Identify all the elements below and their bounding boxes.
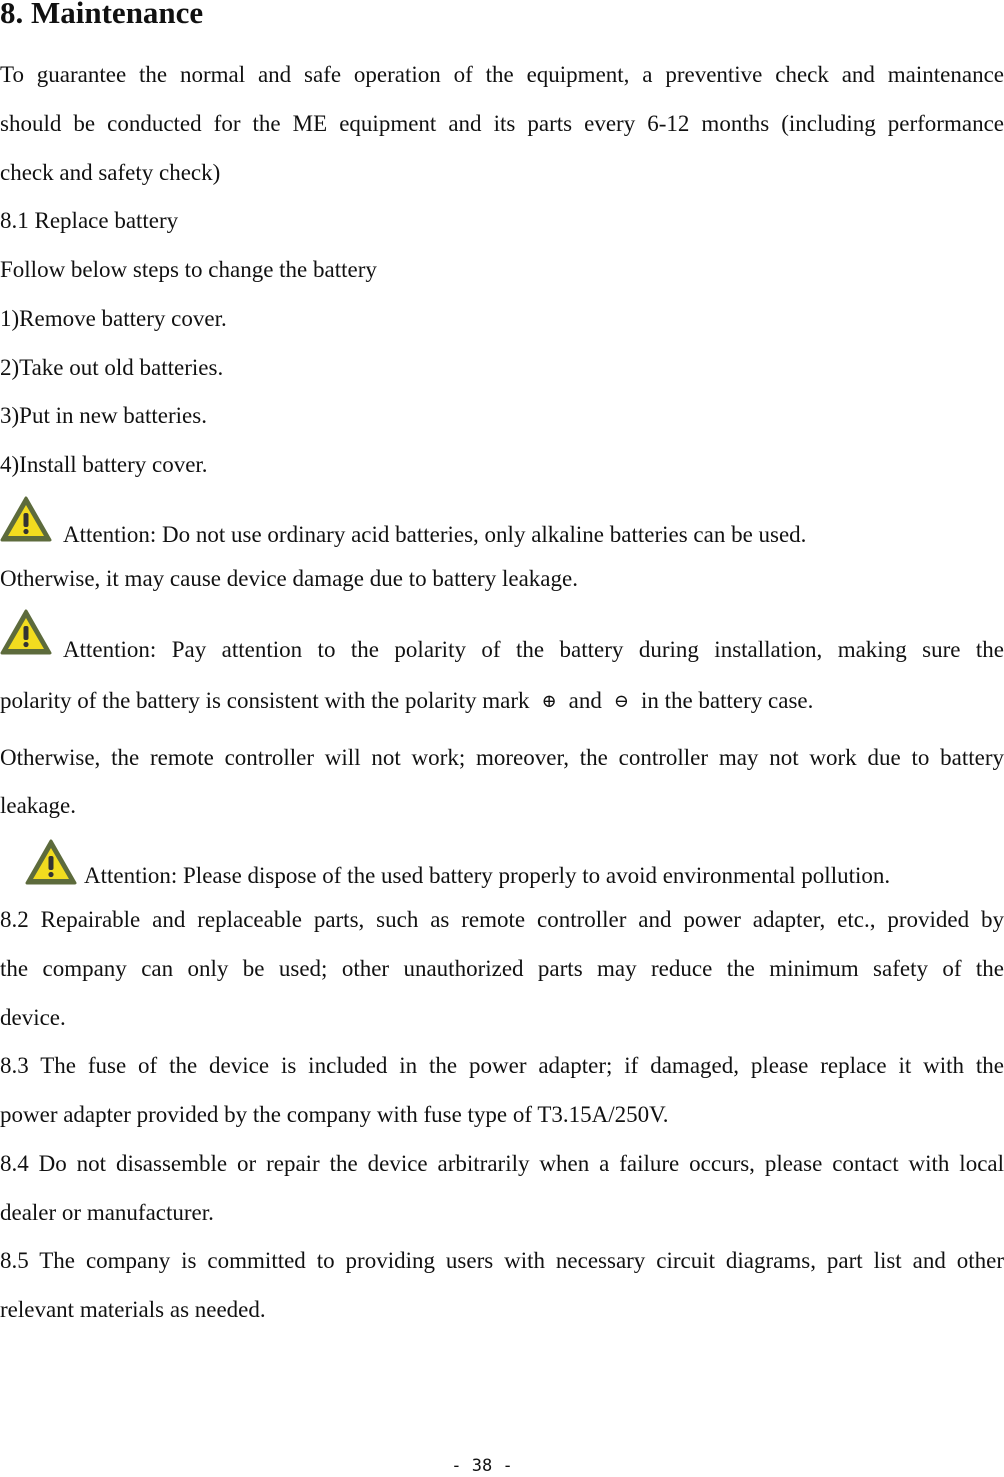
paragraph-line: power adapter provided by the company with fuse type of T3.15A/250V. [0, 1102, 669, 1127]
attention-text [0, 686, 1004, 716]
paragraph-line: 8.5 The company is committed to providing users with necessary circuit diagrams, part list and other [0, 1248, 1004, 1273]
plus-polarity-icon: ⊕ [541, 691, 557, 711]
attention-text: leakage. [0, 793, 76, 818]
paragraph-line: relevant materials as needed. [0, 1297, 266, 1322]
warning-icon [25, 838, 77, 886]
paragraph-line: dealer or manufacturer. [0, 1200, 214, 1225]
paragraph-line: 8.2 Repairable and replaceable parts, such as remote controller and power adapter, etc., provided by [0, 907, 1004, 932]
step-item: 3)Put in new batteries. [0, 403, 207, 428]
intro-line: should be conducted for the ME equipment and its parts every 6-12 months (including performance [0, 111, 1004, 136]
and-text: and [568, 688, 602, 713]
page-number: - 38 - [451, 1456, 513, 1476]
paragraph-line: 8.3 The fuse of the device is included in the power adapter; if damaged, please replace it with the [0, 1053, 1004, 1078]
warning-icon [0, 608, 52, 656]
step-item: 2)Take out old batteries. [0, 355, 224, 380]
section-title: 8. Maintenance [0, 0, 204, 30]
minus-polarity-icon: ⊖ [613, 691, 629, 711]
warning-icon [0, 495, 52, 543]
polarity-text: polarity of the battery is consistent with the polarity mark [0, 688, 530, 713]
step-item: 4)Install battery cover. [0, 452, 208, 477]
attention-text: Otherwise, the remote controller will not work; moreover, the controller may not work due to battery [0, 745, 1004, 770]
paragraph-line: the company can only be used; other unauthorized parts may reduce the minimum safety of the [0, 956, 1004, 981]
polarity-text: in the battery case. [640, 688, 814, 713]
attention-text: Otherwise, it may cause device damage due to battery leakage. [0, 566, 578, 591]
steps-lead: Follow below steps to change the battery [0, 257, 377, 282]
step-item: 1)Remove battery cover. [0, 306, 227, 331]
subsection-heading: 8.1 Replace battery [0, 208, 179, 233]
intro-line: check and safety check) [0, 160, 221, 185]
attention-text: Attention: Please dispose of the used battery properly to avoid environmental pollution. [84, 863, 891, 888]
attention-text: Attention: Do not use ordinary acid batteries, only alkaline batteries can be used. [63, 522, 807, 547]
paragraph-line: device. [0, 1005, 66, 1030]
paragraph-line: 8.4 Do not disassemble or repair the device arbitrarily when a failure occurs, please contact with local [0, 1151, 1004, 1176]
attention-text: Attention: Pay attention to the polarity of the battery during installation, making sure the [63, 637, 1004, 662]
intro-line: To guarantee the normal and safe operation of the equipment, a preventive check and maintenance [0, 62, 1004, 87]
